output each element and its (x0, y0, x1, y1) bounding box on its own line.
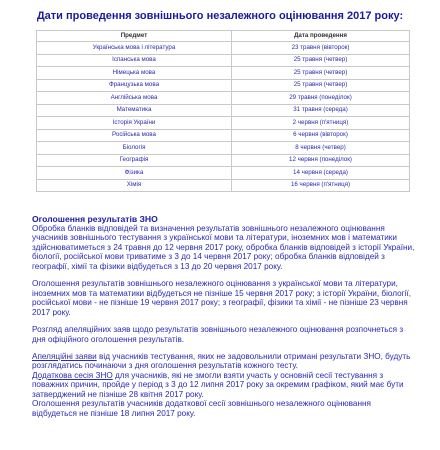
subject-cell: Французька мова (37, 79, 232, 92)
results-heading: Оголошення результатів ЗНО (32, 214, 158, 224)
subject-cell: Іспанська мова (37, 54, 232, 67)
page-title: Дати проведення зовнішнього незалежного оцінювання 2017 року: (36, 10, 404, 22)
date-cell: 25 травня (четвер) (232, 67, 410, 80)
table-row (37, 142, 410, 155)
table-row (37, 54, 410, 67)
date-cell: 14 червня (середа) (232, 167, 410, 180)
subject-cell: Фізика (37, 167, 232, 180)
date-cell: 23 травня (вівторок) (232, 42, 410, 55)
column-header-subject: Предмет (37, 31, 232, 42)
schedule-table (36, 30, 410, 192)
extra-session-term: Додаткова сесія ЗНО (32, 370, 113, 380)
appeal-start-paragraph: Розгляд апеляційних заяв щодо результатів зовнішнього незалежного оцінювання розпочнеться з дня офіційного оголошення результатів. (32, 325, 404, 344)
appeal-extra-block (32, 352, 417, 418)
results-section (32, 214, 417, 418)
date-cell: 6 червня (вівторок) (232, 129, 410, 142)
date-cell: 12 червня (понеділок) (232, 154, 410, 167)
table-header-row (37, 31, 410, 42)
appeal-text: від учасників тестування, яких не задовольнили отримані результати ЗНО, будуть розглядатись починаючи з дня оголошення результатів кожного тесту. (32, 351, 411, 371)
date-cell: 29 травня (понеділок) (232, 92, 410, 105)
date-cell: 8 червня (четвер) (232, 142, 410, 155)
date-cell: 2 червня (п'ятниця) (232, 117, 410, 130)
table-row (37, 129, 410, 142)
date-cell: 25 травня (четвер) (232, 54, 410, 67)
date-cell: 16 червня (п'ятниця) (232, 179, 410, 192)
table-row (37, 179, 410, 192)
subject-cell: Географія (37, 154, 232, 167)
table-row (37, 104, 410, 117)
subject-cell: Українська мова і література (37, 42, 232, 55)
table-row (37, 92, 410, 105)
extra-results-text: Оголошення результатів учасників додаткової сесії зовнішнього незалежного оцінювання відбудеться не пізніше 18 липня 2017 року. (32, 399, 371, 418)
announcement-paragraph: Оголошення результатів зовнішнього незалежного оцінювання з української мови та літератури, іноземних мов та математики відбудеться не пізніше 15 червня 2017 року; з історії України, біології, російської мови - не пізніше 19 червня 2017 року; з географії, фізики та хімії - не пізніше 23 червня 2017 року. (32, 279, 412, 317)
subject-cell: Математика (37, 104, 232, 117)
date-cell: 31 травня (середа) (232, 104, 410, 117)
column-header-date: Дата проведення (232, 31, 410, 42)
table-row (37, 167, 410, 180)
table-row (37, 42, 410, 55)
table-row (37, 67, 410, 80)
table-row (37, 154, 410, 167)
extra-session-text: для учасників, які не змогли взяти участь у основній сесії тестування з поважних причин, пройде у період з 3 до 12 липня 2017 року за окремим графіком, який має бути затверджений не пізніше 28 квітня 2017 року. (32, 370, 404, 399)
subject-cell: Біологія (37, 142, 232, 155)
processing-paragraph: Обробка бланків відповідей та визначення результатів зовнішнього незалежного оцінювання учасників зовнішнього тестування з української мови та літератури, іноземних мов і математики здійснюватиметься з 24 травня до 12 червня 2017 року, обробка бланків відповідей з історії України, біології, російської мови триватиме з 3 до 14 червня 2017 року; обробка бланків відповідей з географії, хімії та фізики відбудеться з 13 до 20 червня 2017 року. (32, 224, 415, 271)
subject-cell: Німецька мова (37, 67, 232, 80)
table-row (37, 117, 410, 130)
appeal-term: Апеляційні заяви (32, 351, 97, 361)
date-cell: 25 травня (четвер) (232, 79, 410, 92)
subject-cell: Англійська мова (37, 92, 232, 105)
subject-cell: Хімія (37, 179, 232, 192)
subject-cell: Російська мова (37, 129, 232, 142)
table-row (37, 79, 410, 92)
subject-cell: Історія України (37, 117, 232, 130)
